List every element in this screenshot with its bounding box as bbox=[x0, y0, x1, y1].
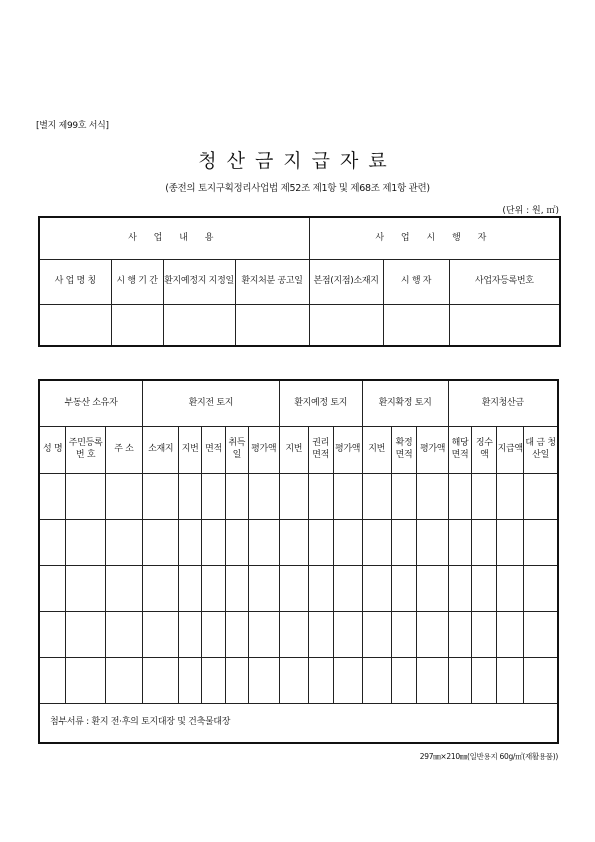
col-confirmed-area: 확정면적 bbox=[391, 426, 417, 473]
input-cell[interactable] bbox=[279, 519, 308, 565]
input-cell[interactable] bbox=[417, 473, 448, 519]
input-cell[interactable] bbox=[308, 611, 333, 657]
col-relevant-area: 해당면적 bbox=[448, 426, 472, 473]
input-cell[interactable] bbox=[449, 304, 560, 346]
unit-label: (단위 : 원, ㎡) bbox=[502, 206, 559, 216]
input-cell[interactable] bbox=[202, 473, 226, 519]
col-registration-number: 사업자등록번호 bbox=[449, 259, 560, 304]
col-planned-right-area: 권리면적 bbox=[308, 426, 333, 473]
input-cell[interactable] bbox=[391, 611, 417, 657]
input-cell[interactable] bbox=[143, 519, 179, 565]
input-cell[interactable] bbox=[417, 519, 448, 565]
input-cell[interactable] bbox=[362, 565, 391, 611]
input-cell[interactable] bbox=[417, 611, 448, 657]
document-title: 청산금지급자료 bbox=[198, 150, 397, 172]
col-paid-amount: 지급액 bbox=[497, 426, 524, 473]
input-cell[interactable] bbox=[248, 473, 279, 519]
input-cell[interactable] bbox=[333, 611, 362, 657]
input-cell[interactable] bbox=[308, 473, 333, 519]
input-cell[interactable] bbox=[279, 565, 308, 611]
col-before-location: 소재지 bbox=[143, 426, 179, 473]
input-cell[interactable] bbox=[472, 473, 497, 519]
input-cell[interactable] bbox=[391, 565, 417, 611]
input-cell[interactable] bbox=[179, 657, 202, 703]
input-cell[interactable] bbox=[333, 519, 362, 565]
input-cell[interactable] bbox=[333, 657, 362, 703]
input-cell[interactable] bbox=[105, 657, 142, 703]
col-designation-date: 환지예정지 지정일 bbox=[163, 259, 235, 304]
col-notice-date: 환지처분 공고일 bbox=[235, 259, 309, 304]
input-cell[interactable] bbox=[524, 473, 558, 519]
input-cell[interactable] bbox=[39, 473, 66, 519]
document-subtitle: (종전의 토지구획정리사업법 제52조 제1항 및 제68조 제1항 관련) bbox=[165, 183, 430, 194]
col-name: 성 명 bbox=[39, 426, 66, 473]
input-cell[interactable] bbox=[497, 657, 524, 703]
input-cell[interactable] bbox=[202, 565, 226, 611]
input-cell[interactable] bbox=[448, 519, 472, 565]
input-cell[interactable] bbox=[179, 611, 202, 657]
col-before-acquired: 취득일 bbox=[225, 426, 248, 473]
input-cell[interactable] bbox=[308, 519, 333, 565]
input-cell[interactable] bbox=[448, 565, 472, 611]
group-land-confirmed: 환지확정 토지 bbox=[362, 380, 448, 426]
col-office-location: 본점(지점)소재지 bbox=[309, 259, 383, 304]
input-cell[interactable] bbox=[111, 304, 163, 346]
input-cell[interactable] bbox=[497, 519, 524, 565]
table-row bbox=[39, 565, 558, 611]
input-cell[interactable] bbox=[308, 657, 333, 703]
input-cell[interactable] bbox=[308, 565, 333, 611]
col-planned-value: 평가액 bbox=[333, 426, 362, 473]
input-cell[interactable] bbox=[279, 473, 308, 519]
input-cell[interactable] bbox=[448, 473, 472, 519]
input-cell[interactable] bbox=[362, 473, 391, 519]
input-cell[interactable] bbox=[179, 565, 202, 611]
input-cell[interactable] bbox=[225, 611, 248, 657]
input-cell[interactable] bbox=[225, 519, 248, 565]
col-settlement-date: 대 금 청산일 bbox=[524, 426, 558, 473]
input-cell[interactable] bbox=[248, 565, 279, 611]
input-cell[interactable] bbox=[472, 611, 497, 657]
table-row bbox=[39, 657, 558, 703]
input-cell[interactable] bbox=[362, 611, 391, 657]
input-cell[interactable] bbox=[417, 565, 448, 611]
input-cell[interactable] bbox=[202, 657, 226, 703]
input-cell[interactable] bbox=[66, 611, 105, 657]
data-rows bbox=[39, 473, 558, 703]
input-cell[interactable] bbox=[202, 519, 226, 565]
input-cell[interactable] bbox=[105, 519, 142, 565]
input-cell[interactable] bbox=[472, 657, 497, 703]
input-cell[interactable] bbox=[248, 657, 279, 703]
input-cell[interactable] bbox=[39, 565, 66, 611]
col-operator: 시 행 자 bbox=[383, 259, 449, 304]
col-before-lot: 지번 bbox=[179, 426, 202, 473]
col-before-value: 평가액 bbox=[248, 426, 279, 473]
input-cell[interactable] bbox=[163, 304, 235, 346]
input-cell[interactable] bbox=[448, 611, 472, 657]
input-cell[interactable] bbox=[66, 565, 105, 611]
input-cell[interactable] bbox=[66, 519, 105, 565]
input-cell[interactable] bbox=[179, 473, 202, 519]
group-business-content: 사 업 내 용 bbox=[39, 217, 309, 259]
input-cell[interactable] bbox=[448, 657, 472, 703]
input-cell[interactable] bbox=[497, 473, 524, 519]
business-info-table bbox=[38, 216, 561, 347]
group-land-before: 환지전 토지 bbox=[143, 380, 280, 426]
input-cell[interactable] bbox=[391, 657, 417, 703]
input-cell[interactable] bbox=[524, 657, 558, 703]
input-cell[interactable] bbox=[333, 565, 362, 611]
col-before-area: 면적 bbox=[202, 426, 226, 473]
input-cell[interactable] bbox=[66, 657, 105, 703]
input-cell[interactable] bbox=[524, 611, 558, 657]
input-cell[interactable] bbox=[202, 611, 226, 657]
input-cell[interactable] bbox=[497, 611, 524, 657]
input-cell[interactable] bbox=[143, 565, 179, 611]
table-row bbox=[39, 473, 558, 519]
input-cell[interactable] bbox=[39, 519, 66, 565]
input-cell[interactable] bbox=[225, 473, 248, 519]
group-land-planned: 환지예정 토지 bbox=[279, 380, 362, 426]
input-cell[interactable] bbox=[39, 304, 111, 346]
input-cell[interactable] bbox=[472, 565, 497, 611]
paper-spec: 297㎜×210㎜(일반용지 60g/㎡(재활용품)) bbox=[419, 752, 558, 761]
input-cell[interactable] bbox=[143, 473, 179, 519]
input-cell[interactable] bbox=[248, 519, 279, 565]
input-cell[interactable] bbox=[524, 565, 558, 611]
input-cell[interactable] bbox=[362, 519, 391, 565]
form-number: [별지 제99호 서식] bbox=[36, 121, 109, 131]
input-cell[interactable] bbox=[143, 657, 179, 703]
attachment-note: 첨부서류 : 환지 전·후의 토지대장 및 건축물대장 bbox=[39, 703, 558, 743]
input-cell[interactable] bbox=[105, 473, 142, 519]
col-period: 시 행 기 간 bbox=[111, 259, 163, 304]
input-cell[interactable] bbox=[279, 611, 308, 657]
input-cell[interactable] bbox=[497, 565, 524, 611]
input-cell[interactable] bbox=[279, 657, 308, 703]
settlement-table bbox=[38, 379, 559, 744]
input-cell[interactable] bbox=[235, 304, 309, 346]
table-row bbox=[39, 611, 558, 657]
input-cell[interactable] bbox=[225, 565, 248, 611]
input-cell[interactable] bbox=[225, 657, 248, 703]
group-business-operator: 사 업 시 행 자 bbox=[309, 217, 560, 259]
group-owner: 부동산 소유자 bbox=[39, 380, 143, 426]
input-cell[interactable] bbox=[105, 565, 142, 611]
input-cell[interactable] bbox=[143, 611, 179, 657]
group-settlement: 환지청산금 bbox=[448, 380, 558, 426]
col-resident-number: 주민등록 번 호 bbox=[66, 426, 105, 473]
input-cell[interactable] bbox=[472, 519, 497, 565]
input-cell[interactable] bbox=[105, 611, 142, 657]
input-cell[interactable] bbox=[248, 611, 279, 657]
input-cell[interactable] bbox=[524, 519, 558, 565]
col-address: 주 소 bbox=[105, 426, 142, 473]
input-cell[interactable] bbox=[39, 657, 66, 703]
col-planned-lot: 지번 bbox=[279, 426, 308, 473]
col-confirmed-lot: 지번 bbox=[362, 426, 391, 473]
input-cell[interactable] bbox=[39, 611, 66, 657]
input-cell[interactable] bbox=[179, 519, 202, 565]
col-confirmed-value: 평가액 bbox=[417, 426, 448, 473]
input-cell[interactable] bbox=[391, 473, 417, 519]
input-cell[interactable] bbox=[417, 657, 448, 703]
input-cell[interactable] bbox=[362, 657, 391, 703]
input-cell[interactable] bbox=[333, 473, 362, 519]
input-cell[interactable] bbox=[309, 304, 383, 346]
col-business-name: 사 업 명 칭 bbox=[39, 259, 111, 304]
table-row bbox=[39, 519, 558, 565]
col-collected-amount: 징수액 bbox=[472, 426, 497, 473]
input-cell[interactable] bbox=[391, 519, 417, 565]
input-cell[interactable] bbox=[383, 304, 449, 346]
input-cell[interactable] bbox=[66, 473, 105, 519]
